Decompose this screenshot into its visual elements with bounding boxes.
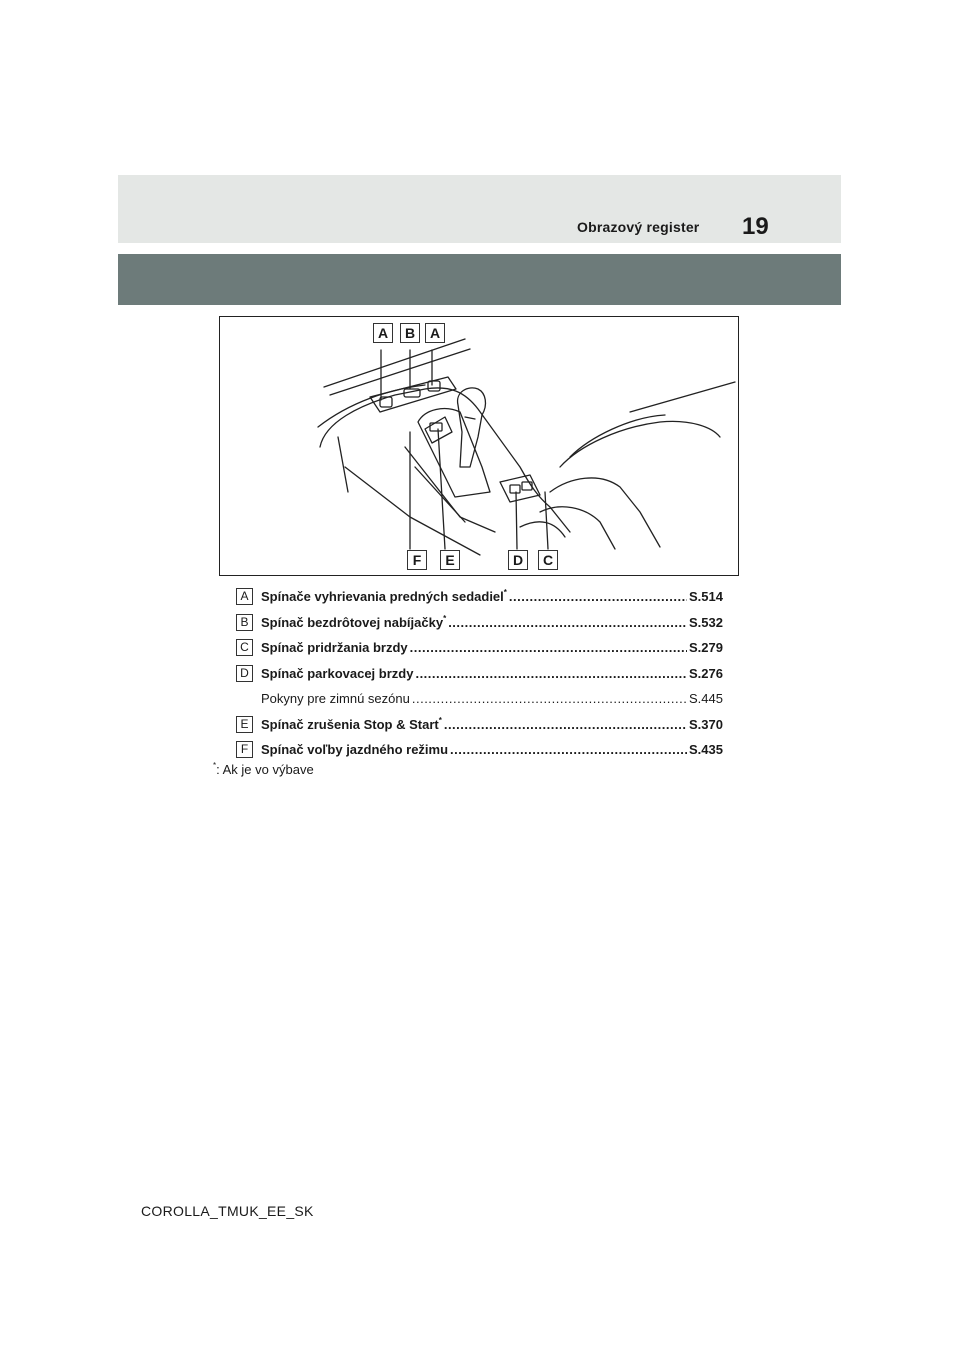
page-ref-link[interactable]: S.370 [689, 716, 723, 732]
list-item [236, 635, 723, 661]
page-ref-link[interactable]: S.435 [689, 742, 723, 758]
item-key: E [236, 716, 253, 733]
page-ref-link[interactable]: S.532 [689, 614, 723, 630]
item-label: Spínač bezdrôtovej nabíjačky* [261, 613, 447, 630]
callout-a-left: A [373, 323, 393, 343]
item-key: A [236, 588, 253, 605]
callout-c: C [538, 550, 558, 570]
page-ref-link[interactable]: S.445 [689, 691, 723, 707]
list-item [236, 712, 723, 738]
page-ref-link[interactable]: S.276 [689, 665, 723, 681]
footnote [213, 762, 314, 777]
page-number: 19 [742, 213, 769, 240]
item-key: C [236, 639, 253, 656]
index-list [236, 584, 723, 763]
callout-a-right: A [425, 323, 445, 343]
callout-b: B [400, 323, 420, 343]
item-label: Pokyny pre zimnú sezónu [261, 691, 410, 707]
callout-e: E [440, 550, 460, 570]
header-band [118, 175, 841, 243]
item-key: D [236, 665, 253, 682]
center-console-illustration [219, 316, 739, 576]
page-ref-link[interactable]: S.279 [689, 640, 723, 656]
document-code: COROLLA_TMUK_EE_SK [141, 1203, 314, 1219]
item-label: Spínač voľby jazdného režimu [261, 742, 449, 758]
list-subitem [236, 686, 723, 712]
item-key: F [236, 741, 253, 758]
console-drawing [220, 317, 738, 575]
section-title: Obrazový register [577, 219, 700, 235]
list-item [236, 610, 723, 636]
item-label: Spínače vyhrievania predných sedadiel* [261, 588, 507, 605]
item-key: B [236, 614, 253, 631]
list-item [236, 584, 723, 610]
section-bar [118, 254, 841, 305]
item-label: Spínač parkovacej brzdy [261, 665, 414, 681]
callout-d: D [508, 550, 528, 570]
item-label: Spínač pridržania brzdy [261, 640, 408, 656]
page-ref-link[interactable]: S.514 [689, 589, 723, 605]
item-label: Spínač zrušenia Stop & Start* [261, 715, 442, 732]
list-item [236, 737, 723, 763]
list-item [236, 661, 723, 687]
footnote-mark: * [213, 761, 217, 770]
callout-f: F [407, 550, 427, 570]
footnote-text: : Ak je vo výbave [216, 762, 314, 777]
